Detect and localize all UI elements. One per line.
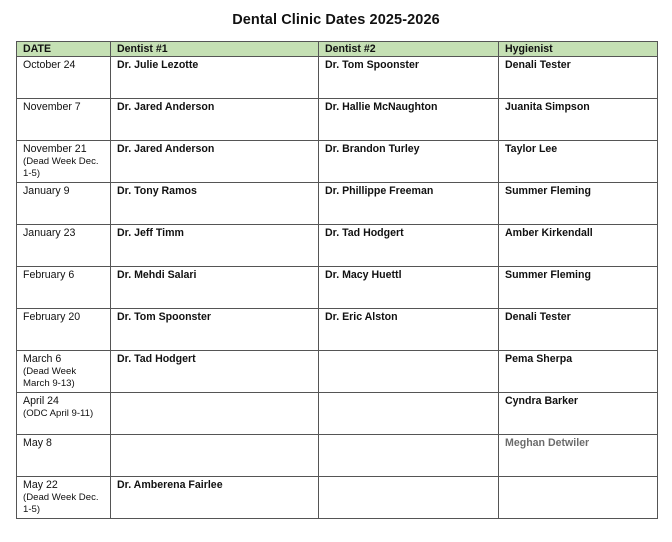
header-dentist-1: Dentist #1 <box>111 42 319 57</box>
table-row <box>17 309 658 351</box>
dentist-1-cell <box>111 225 319 267</box>
date-note: (Dead Week March 9-13) <box>23 366 77 389</box>
dentist-1-name: Dr. Tony Ramos <box>117 185 197 197</box>
dentist-1-name: Dr. Mehdi Salari <box>117 269 197 281</box>
date-text: January 23 <box>23 227 76 239</box>
dentist-2-cell <box>319 57 499 99</box>
dentist-2-name: Dr. Hallie McNaughton <box>325 101 438 113</box>
header-date: DATE <box>17 42 111 57</box>
date-cell <box>17 435 111 477</box>
dentist-2-cell <box>319 141 499 183</box>
dentist-2-name: Dr. Tad Hodgert <box>325 227 404 239</box>
dentist-2-cell <box>319 393 499 435</box>
dentist-2-name: Dr. Eric Alston <box>325 311 398 323</box>
date-cell <box>17 225 111 267</box>
hygienist-name: Meghan Detwiler <box>505 437 590 449</box>
date-text: November 7 <box>23 101 81 113</box>
dentist-1-name: Dr. Amberena Fairlee <box>117 479 223 491</box>
hygienist-name: Taylor Lee <box>505 143 558 155</box>
dentist-1-cell <box>111 309 319 351</box>
date-note: (Dead Week Dec. 1-5) <box>23 156 99 179</box>
dentist-2-name: Dr. Brandon Turley <box>325 143 420 155</box>
date-text: May 8 <box>23 437 52 449</box>
date-text: October 24 <box>23 59 76 71</box>
table-row <box>17 435 658 477</box>
hygienist-cell <box>499 309 658 351</box>
date-cell <box>17 183 111 225</box>
hygienist-name: Cyndra Barker <box>505 395 579 407</box>
hygienist-cell <box>499 99 658 141</box>
dentist-1-cell <box>111 351 319 393</box>
dentist-2-cell <box>319 183 499 225</box>
date-cell <box>17 393 111 435</box>
hygienist-cell <box>499 351 658 393</box>
hygienist-cell <box>499 141 658 183</box>
hygienist-name: Denali Tester <box>505 311 571 323</box>
dentist-2-cell <box>319 99 499 141</box>
dentist-1-cell <box>111 477 319 519</box>
dentist-1-name: Dr. Tom Spoonster <box>117 311 211 323</box>
dentist-1-cell <box>111 267 319 309</box>
dentist-1-cell <box>111 393 319 435</box>
date-cell <box>17 267 111 309</box>
hygienist-cell <box>499 477 658 519</box>
hygienist-name: Denali Tester <box>505 59 571 71</box>
header-hygienist: Hygienist <box>499 42 658 57</box>
dentist-1-name: Dr. Jared Anderson <box>117 143 215 155</box>
date-text: November 21 <box>23 143 87 155</box>
dentist-2-cell <box>319 225 499 267</box>
table-row <box>17 267 658 309</box>
dentist-1-cell <box>111 57 319 99</box>
table-row <box>17 57 658 99</box>
date-note: (ODC April 9-11) <box>23 408 94 419</box>
hygienist-name: Summer Fleming <box>505 185 591 197</box>
hygienist-cell <box>499 183 658 225</box>
table-row <box>17 183 658 225</box>
dentist-2-cell <box>319 309 499 351</box>
dentist-2-cell <box>319 351 499 393</box>
hygienist-cell <box>499 267 658 309</box>
dentist-2-cell <box>319 435 499 477</box>
table-row <box>17 141 658 183</box>
dentist-1-cell <box>111 141 319 183</box>
hygienist-cell <box>499 393 658 435</box>
date-text: February 20 <box>23 311 81 323</box>
dentist-1-cell <box>111 435 319 477</box>
date-note: (Dead Week Dec. 1-5) <box>23 492 99 515</box>
page-title: Dental Clinic Dates 2025-2026 <box>232 12 440 28</box>
hygienist-name: Summer Fleming <box>505 269 591 281</box>
date-text: January 9 <box>23 185 70 197</box>
dentist-2-name: Dr. Tom Spoonster <box>325 59 419 71</box>
hygienist-cell <box>499 435 658 477</box>
schedule-body <box>17 57 658 519</box>
table-row <box>17 477 658 519</box>
dentist-2-name: Dr. Phillippe Freeman <box>325 185 434 197</box>
hygienist-name: Juanita Simpson <box>505 101 590 113</box>
hygienist-cell <box>499 57 658 99</box>
date-cell <box>17 141 111 183</box>
clinic-schedule-table <box>16 41 658 519</box>
date-cell <box>17 309 111 351</box>
dentist-2-cell <box>319 477 499 519</box>
date-cell <box>17 477 111 519</box>
date-text: February 6 <box>23 269 75 281</box>
table-row <box>17 225 658 267</box>
table-row <box>17 351 658 393</box>
hygienist-name: Amber Kirkendall <box>505 227 593 239</box>
date-text: May 22 <box>23 479 58 491</box>
dentist-1-cell <box>111 183 319 225</box>
date-text: April 24 <box>23 395 59 407</box>
dentist-1-name: Dr. Jeff Timm <box>117 227 184 239</box>
dentist-2-cell <box>319 267 499 309</box>
dentist-2-name: Dr. Macy Huettl <box>325 269 402 281</box>
table-row <box>17 99 658 141</box>
date-cell <box>17 57 111 99</box>
dentist-1-name: Dr. Jared Anderson <box>117 101 215 113</box>
table-row <box>17 393 658 435</box>
dentist-1-name: Dr. Tad Hodgert <box>117 353 196 365</box>
hygienist-cell <box>499 225 658 267</box>
header-dentist-2: Dentist #2 <box>319 42 499 57</box>
hygienist-name: Pema Sherpa <box>505 353 573 365</box>
dentist-1-name: Dr. Julie Lezotte <box>117 59 199 71</box>
date-text: March 6 <box>23 353 62 365</box>
dentist-1-cell <box>111 99 319 141</box>
date-cell <box>17 99 111 141</box>
date-cell <box>17 351 111 393</box>
header-row <box>17 42 658 57</box>
